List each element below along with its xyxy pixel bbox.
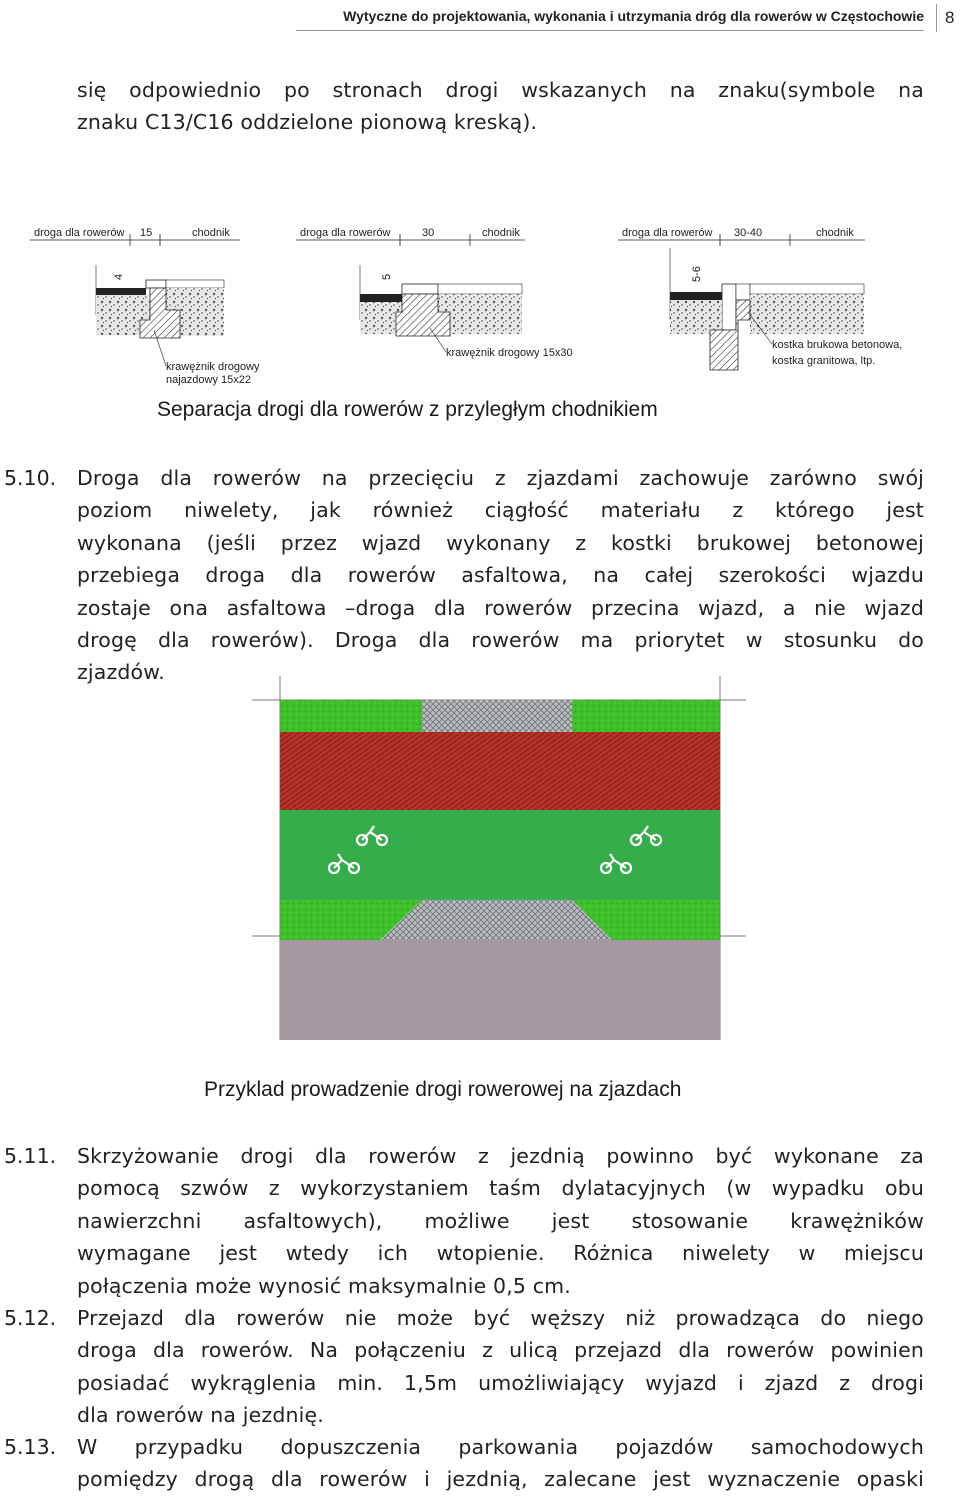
label-sidewalk: chodnik bbox=[816, 227, 854, 239]
text-line: nawierzchni asfaltowych), możliwe jest stosowanie krawężników bbox=[77, 1208, 924, 1233]
label-sidewalk: chodnik bbox=[192, 227, 230, 239]
label-bike-road: droga dla rowerów bbox=[300, 227, 391, 239]
text-line: znaku C13/C16 oddzielone pionową kreską). bbox=[77, 110, 538, 135]
header-title: Wytyczne do projektowania, wykonania i utrzymania dróg dla rowerów w Częstochowie bbox=[343, 8, 924, 24]
text-line: wymagane jest wtedy ich wtopienie. Różnica niwelety w miejscu bbox=[77, 1241, 924, 1266]
label-width: 30-40 bbox=[734, 227, 763, 239]
header-rule bbox=[296, 30, 924, 31]
intro-paragraph bbox=[77, 74, 924, 139]
text-line: Skrzyżowanie drogi dla rowerów z jezdnią powinno być wykonane za bbox=[77, 1144, 924, 1168]
page-header bbox=[0, 4, 960, 34]
section-5-11-text bbox=[77, 1140, 924, 1302]
text-line: się odpowiednio po stronach drogi wskazanych na znaku(symbole na bbox=[77, 78, 924, 102]
text-line: drogę dla rowerów). Droga dla rowerów ma priorytet w stosunku do bbox=[77, 628, 924, 653]
figure-driveway bbox=[250, 668, 750, 1068]
grass-strip bbox=[280, 700, 422, 732]
page-number: 8 bbox=[945, 8, 955, 27]
section-number: 5.10. bbox=[4, 466, 57, 490]
roadway bbox=[280, 940, 720, 1040]
callout-line: krawężnik drogowy bbox=[166, 361, 260, 373]
callout-line: najazdowy 15x22 bbox=[166, 374, 252, 386]
text-line: pomiędzy drogą dla rowerów i jezdnią, zalecane jest wyznaczenie opaski bbox=[77, 1467, 924, 1492]
cross-section-2 bbox=[296, 227, 573, 359]
text-line: poziom niwelety, jak również ciągłość materiału z którego jest bbox=[77, 498, 924, 523]
section-number: 5.11. bbox=[4, 1144, 57, 1168]
section-5-12-text bbox=[77, 1302, 924, 1432]
section-5-10-text bbox=[77, 462, 924, 689]
label-height: 4 bbox=[113, 273, 125, 280]
figure1-caption: Separacja drogi dla rowerów z przyległym chodnikiem bbox=[157, 398, 658, 421]
driveway-top bbox=[422, 700, 572, 732]
text-line: wykonana (jeśli przez wjazd wykonany z kostki brukowej betonowej bbox=[77, 530, 924, 555]
label-sidewalk: chodnik bbox=[482, 227, 520, 239]
text-line: posiadać wykrąglenia min. 1,5m umożliwiający wyjazd i zjazd z drogi bbox=[77, 1370, 924, 1395]
text-line: pomocą szwów z wykorzystaniem taśm dylatacyjnych (w wypadku obu bbox=[77, 1176, 924, 1201]
callout-line: kostka brukowa betonowa, bbox=[772, 339, 903, 351]
callout-line: kostka granitowa, ltp. bbox=[772, 355, 876, 367]
figure2-caption: Przyklad prowadzenie drogi rowerowej na zjazdach bbox=[204, 1078, 682, 1101]
text-line: droga dla rowerów. Na połączeniu z ulicą przejazd dla rowerów powinien bbox=[77, 1338, 924, 1363]
cross-section-3 bbox=[618, 227, 902, 370]
brick-sidewalk bbox=[280, 732, 720, 810]
text-line: przebiega droga dla rowerów asfaltowa, na całej szerokości wjazdu bbox=[77, 563, 924, 588]
header-separator bbox=[936, 4, 937, 32]
section-5-13-text bbox=[77, 1431, 924, 1496]
label-bike-road: droga dla rowerów bbox=[622, 227, 713, 239]
text-line: zjazdów. bbox=[77, 660, 165, 685]
text-line: połączenia może wynosić maksymalnie 0,5 cm. bbox=[77, 1273, 571, 1298]
grass-strip bbox=[572, 700, 720, 732]
text-line: Przejazd dla rowerów nie może być węższy niż prowadząca do niego bbox=[77, 1306, 924, 1330]
label-bike-road: droga dla rowerów bbox=[34, 227, 125, 239]
callout-line: krawężnik drogowy 15x30 bbox=[446, 347, 573, 359]
cross-section-1 bbox=[30, 227, 260, 386]
text-line: zostaje ona asfaltowa –droga dla rowerów przecina wjazd, a nie wjazd bbox=[77, 595, 924, 620]
text-line: Droga dla rowerów na przecięciu z zjazdami zachowuje zarówno swój bbox=[77, 466, 924, 490]
label-height: 5-6 bbox=[691, 266, 703, 282]
bike-path bbox=[280, 810, 720, 900]
section-number: 5.13. bbox=[4, 1435, 57, 1459]
section-number: 5.12. bbox=[4, 1306, 57, 1330]
label-height: 5 bbox=[381, 273, 393, 280]
label-width: 15 bbox=[140, 227, 153, 239]
text-line: dla rowerów na jezdnię. bbox=[77, 1403, 324, 1428]
text-line: W przypadku dopuszczenia parkowania pojazdów samochodowych bbox=[77, 1435, 924, 1459]
label-width: 30 bbox=[422, 227, 435, 239]
